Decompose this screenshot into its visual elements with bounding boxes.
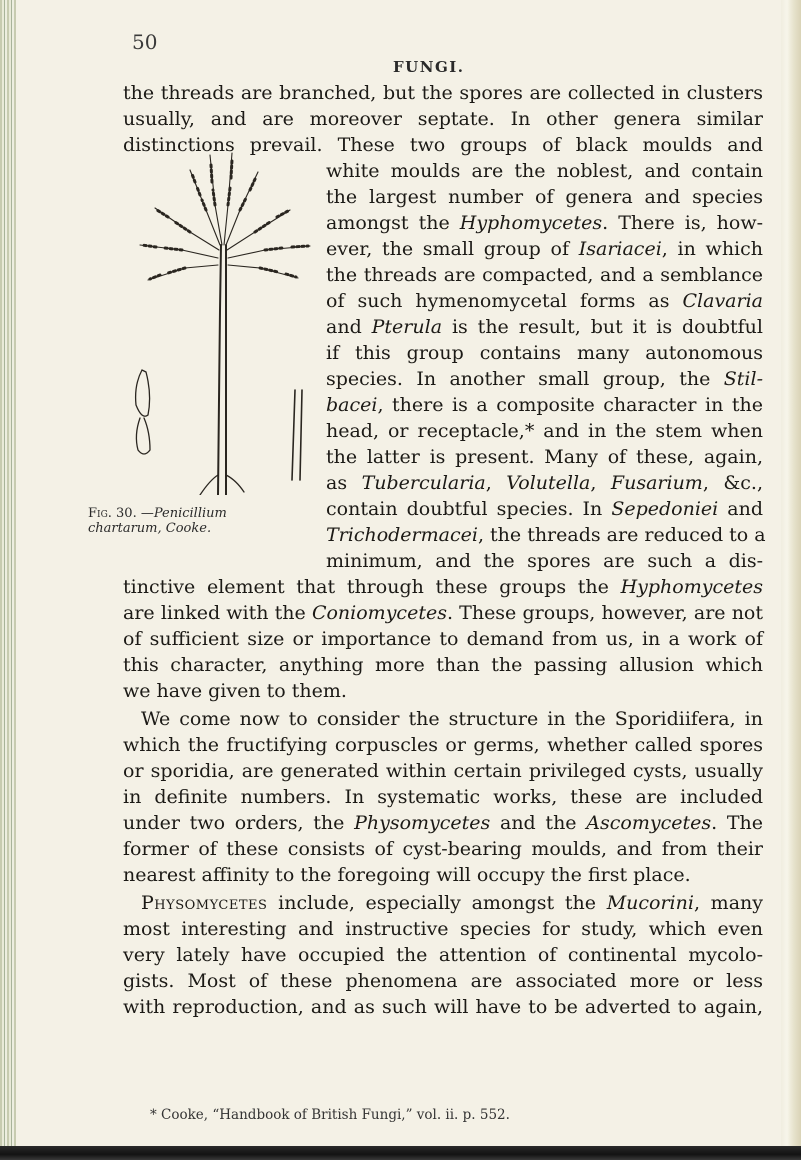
body-line: this character, anything more than the passing allusion which bbox=[123, 654, 763, 676]
body-line: usually, and are moreover septate. In other genera similar bbox=[123, 108, 763, 130]
footnote: * Cooke, “Handbook of British Fungi,” vol. ii. p. 552. bbox=[150, 1107, 510, 1123]
body-line: head, or receptacle,* and in the stem when bbox=[326, 420, 763, 442]
body-line: the threads are branched, but the spores are collected in clusters bbox=[123, 82, 763, 104]
body-line: as Tubercularia, Volutella, Fusarium, &c., bbox=[326, 472, 763, 494]
body-line: the threads are compacted, and a semblance bbox=[326, 264, 763, 286]
body-line: are linked with the Coniomycetes. These groups, however, are not bbox=[123, 602, 763, 624]
body-line: nearest affinity to the foregoing will occupy the first place. bbox=[123, 864, 691, 886]
body-line: with reproduction, and as such will have to be adverted to again, bbox=[123, 996, 763, 1018]
body-line: if this group contains many autonomous bbox=[326, 342, 763, 364]
body-line: white moulds are the noblest, and contain bbox=[326, 160, 763, 182]
body-line: of such hymenomycetal forms as Clavaria bbox=[326, 290, 763, 312]
body-line: contain doubtful species. In Sepedoniei and bbox=[326, 498, 763, 520]
body-line: amongst the Hyphomycetes. There is, how- bbox=[326, 212, 763, 234]
body-line: former of these consists of cyst-bearing moulds, and from their bbox=[123, 838, 763, 860]
body-line: gists. Most of these phenomena are associated more or less bbox=[123, 970, 763, 992]
body-line: Physomycetes include, especially amongst the Mucorini, many bbox=[141, 892, 763, 914]
body-line: ever, the small group of Isariacei, in which bbox=[326, 238, 764, 260]
page-right-edge bbox=[781, 0, 801, 1160]
page-number: 50 bbox=[132, 30, 158, 54]
body-line: which the fructifying corpuscles or germs, whether called spores bbox=[123, 734, 763, 756]
body-line: or sporidia, are generated within certain privileged cysts, usually bbox=[123, 760, 763, 782]
body-line: minimum, and the spores are such a dis- bbox=[326, 550, 763, 572]
page-bottom-edge bbox=[0, 1146, 801, 1160]
page-left-edge bbox=[0, 0, 16, 1160]
body-line: bacei, there is a composite character in the bbox=[326, 394, 763, 416]
body-line: the latter is present. Many of these, again, bbox=[326, 446, 763, 468]
body-line: We come now to consider the structure in the Sporidiifera, in bbox=[141, 708, 763, 730]
figure-caption-text: —Penicillium chartarum, Cooke. bbox=[88, 506, 227, 536]
body-line: we have given to them. bbox=[123, 680, 347, 702]
body-line: tinctive element that through these groups the Hyphomycetes bbox=[123, 576, 763, 598]
figure-label: Fig. 30. bbox=[88, 506, 137, 521]
body-line: distinctions prevail. These two groups of black moulds and bbox=[123, 134, 763, 156]
running-head: FUNGI. bbox=[393, 58, 465, 76]
body-line: in definite numbers. In systematic works, these are included bbox=[123, 786, 763, 808]
penicillium-illustration bbox=[120, 150, 320, 495]
body-line: species. In another small group, the Stil- bbox=[326, 368, 763, 390]
body-line: Trichodermacei, the threads are reduced to a bbox=[326, 524, 766, 546]
body-line: very lately have occupied the attention of continental mycolo- bbox=[123, 944, 763, 966]
body-line: and Pterula is the result, but it is doubtful bbox=[326, 316, 763, 338]
figure-caption bbox=[88, 506, 298, 536]
body-line: the largest number of genera and species bbox=[326, 186, 763, 208]
body-line: under two orders, the Physomycetes and the Ascomycetes. The bbox=[123, 812, 763, 834]
body-line: of sufficient size or importance to demand from us, in a work of bbox=[123, 628, 763, 650]
body-line: most interesting and instructive species for study, which even bbox=[123, 918, 763, 940]
